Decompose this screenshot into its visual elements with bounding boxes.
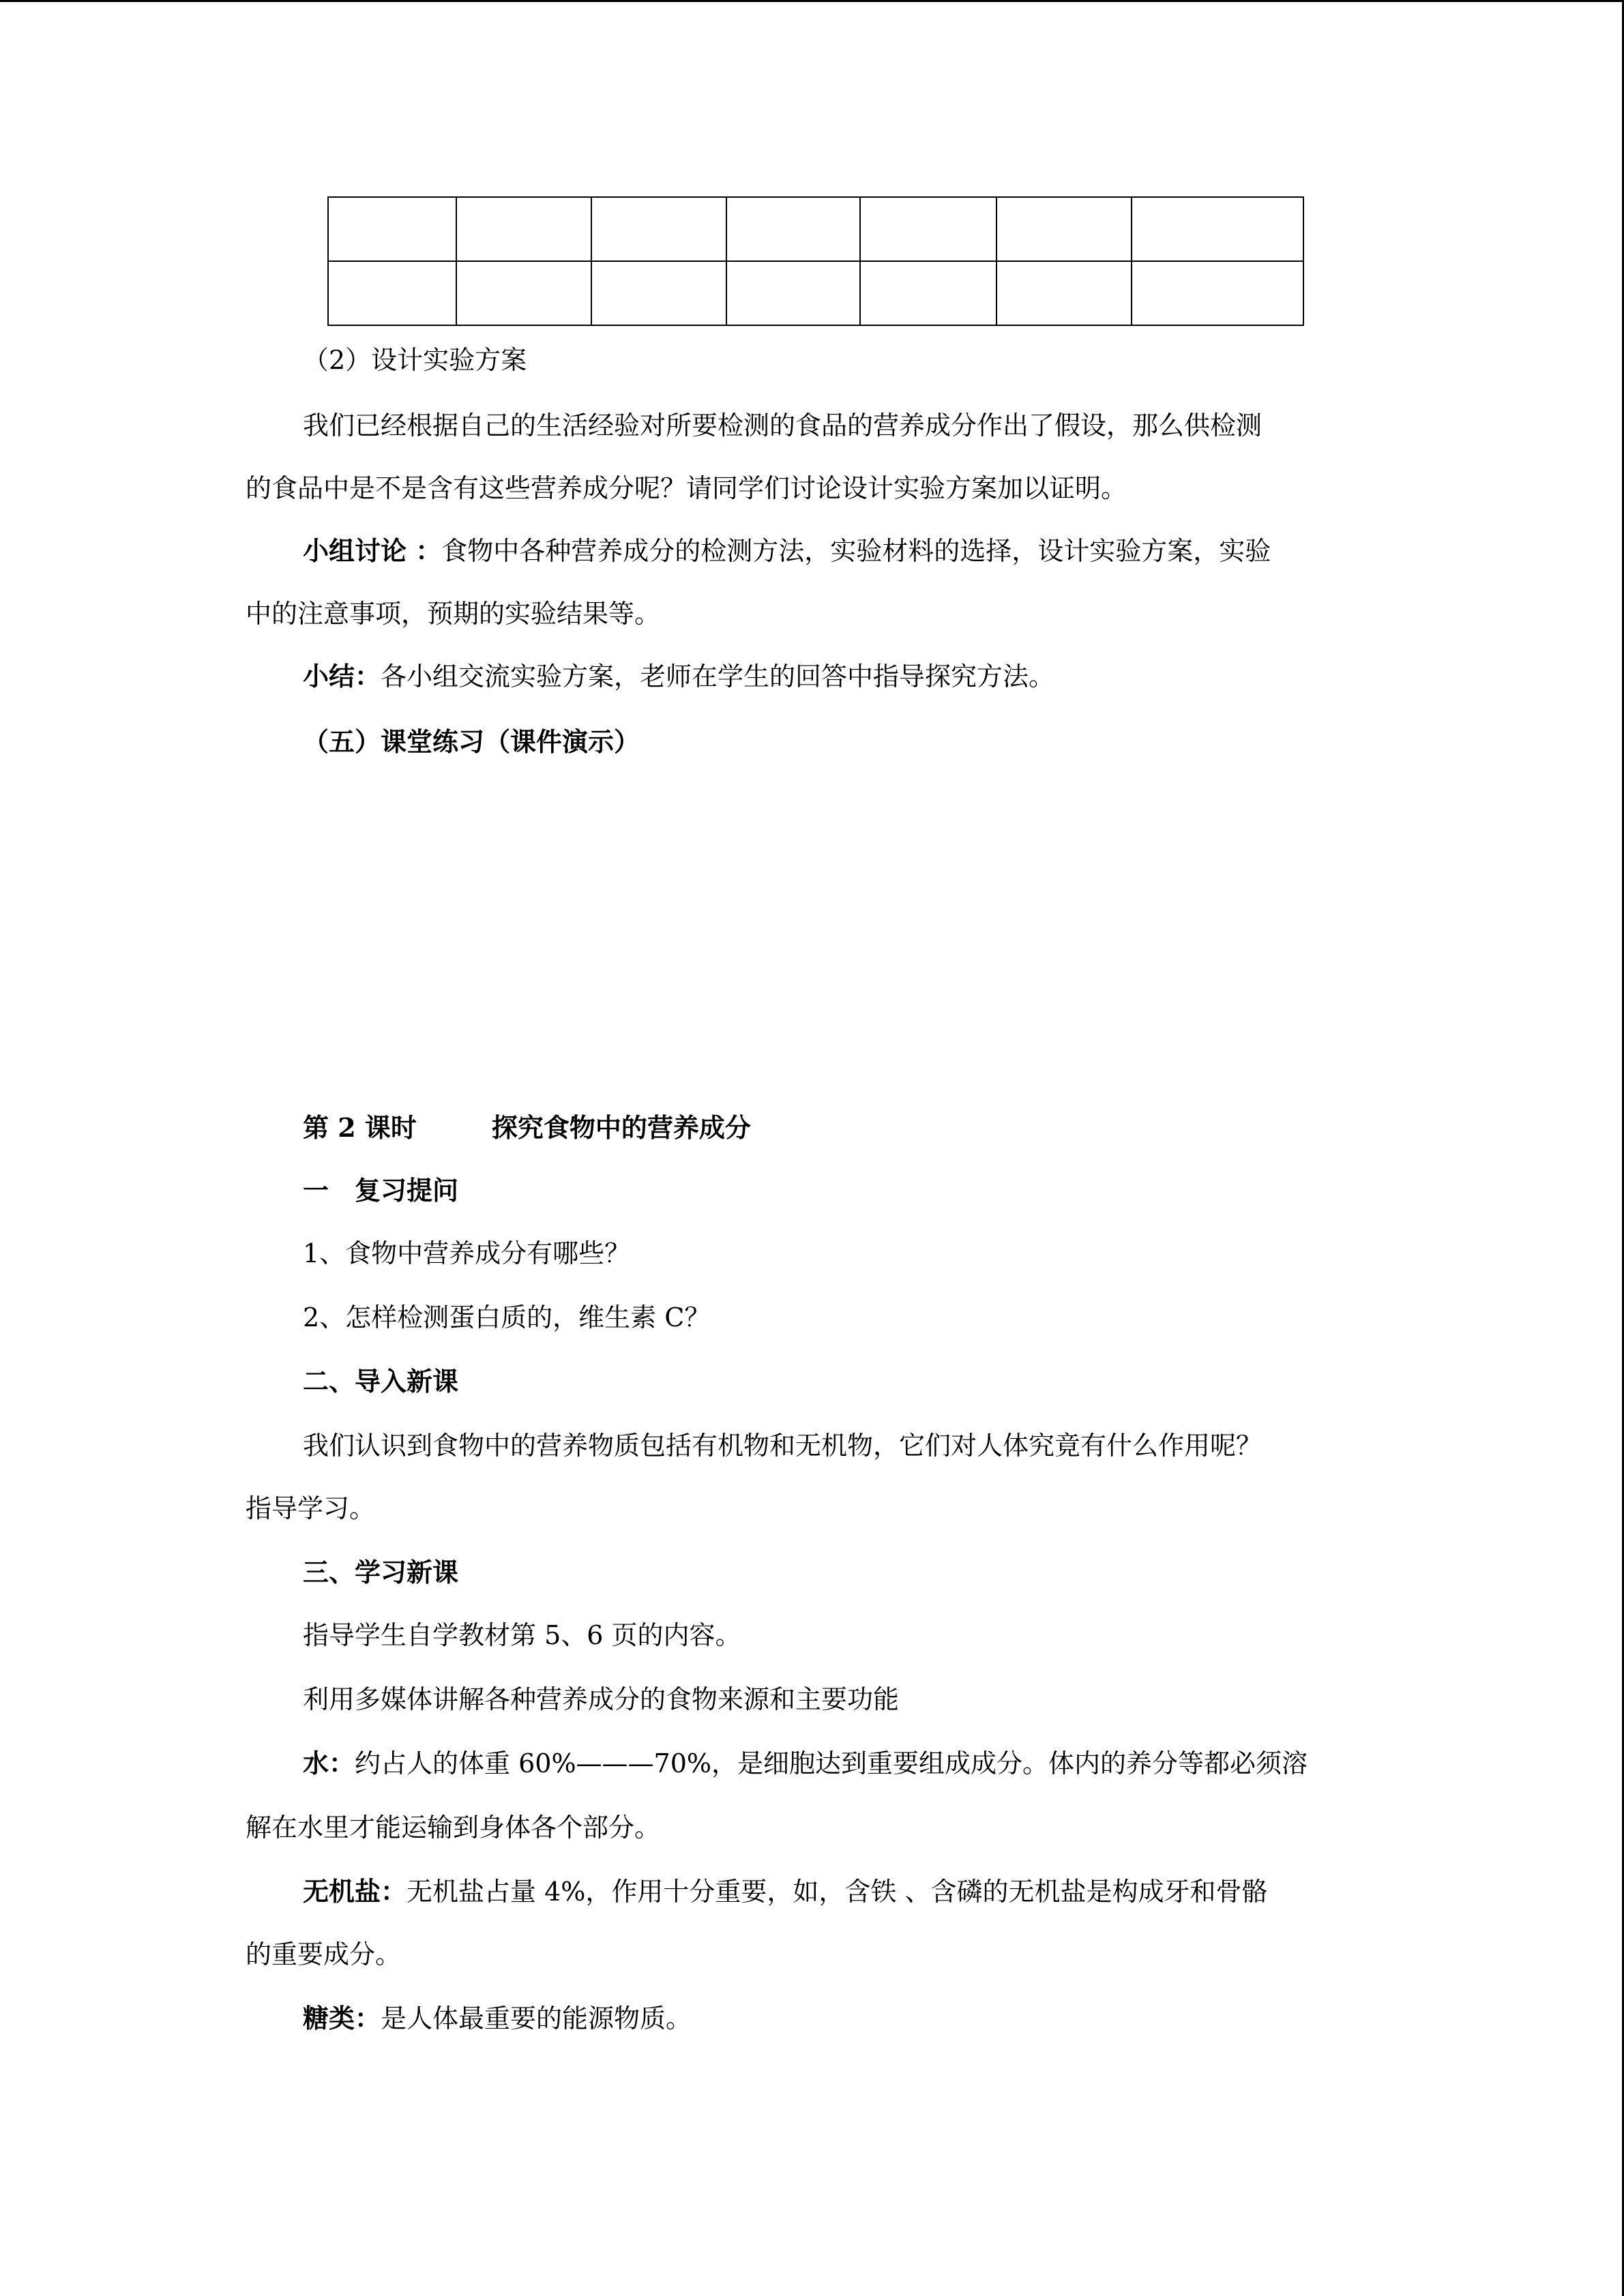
sugar-line	[303, 2002, 1462, 2035]
lesson2-heading	[303, 1112, 1462, 1144]
water-label: 水：	[303, 1748, 355, 1778]
review-heading: 一 复习提问	[303, 1175, 459, 1206]
water-line2: 解在水里才能运输到身体各个部分。	[246, 1813, 661, 1843]
table-cell	[726, 261, 860, 325]
review-question-1: 1、食物中营养成分有哪些？	[303, 1238, 631, 1268]
summary-text: 各小组交流实验方案，老师在学生的回答中指导探究方法。	[381, 661, 1055, 691]
table-cell	[996, 197, 1132, 261]
table-cell	[996, 261, 1132, 325]
page-top-border	[0, 0, 1624, 2]
group-discussion-line1	[303, 535, 1462, 567]
table-row	[328, 261, 1303, 325]
table-cell	[591, 197, 726, 261]
summary-label: 小结：	[303, 661, 381, 691]
lesson-period: 第 2 课时	[303, 1112, 417, 1143]
summary-line	[303, 660, 1462, 693]
group-discussion-label: 小组讨论 ：	[303, 535, 442, 566]
sugar-text: 是人体最重要的能源物质。	[381, 2003, 692, 2033]
table-cell	[1132, 261, 1303, 325]
blank-table	[327, 196, 1304, 326]
paragraph-hypothesis-line1: 我们已经根据自己的生活经验对所要检测的食品的营养成分作出了假设，那么供检测	[303, 411, 1263, 441]
table-row	[328, 197, 1303, 261]
water-text: 约占人的体重 60%———70%，是细胞达到重要组成成分。体内的养分等都必须溶	[355, 1748, 1308, 1778]
table-cell	[1132, 197, 1303, 261]
sugar-label: 糖类：	[303, 2003, 381, 2033]
table-cell	[726, 197, 860, 261]
table-cell	[456, 197, 591, 261]
water-line1	[303, 1747, 1462, 1780]
mineral-line2: 的重要成分。	[246, 1939, 402, 1969]
table-cell	[591, 261, 726, 325]
table-cell	[860, 261, 996, 325]
mineral-text: 无机盐占量 4%，作用十分重要，如，含铁 、含磷的无机盐是构成牙和骨骼	[407, 1877, 1268, 1907]
mineral-label: 无机盐：	[303, 1876, 407, 1907]
group-discussion-line2: 中的注意事项，预期的实验结果等。	[246, 599, 661, 629]
table-cell	[456, 261, 591, 325]
table-cell	[328, 261, 456, 325]
new-lesson-line2: 利用多媒体讲解各种营养成分的食物来源和主要功能	[303, 1684, 900, 1714]
new-lesson-line1: 指导学生自学教材第 5、6 页的内容。	[303, 1620, 741, 1650]
paragraph-hypothesis-line2: 的食品中是不是含有这些营养成分呢？请同学们讨论设计实验方案加以证明。	[246, 473, 1127, 503]
intro-heading: 二、导入新课	[303, 1366, 459, 1397]
intro-line1: 我们认识到食物中的营养物质包括有机物和无机物，它们对人体究竟有什么作用呢？	[303, 1431, 1263, 1461]
review-question-2: 2、怎样检测蛋白质的，维生素 C？	[303, 1302, 711, 1332]
table-cell	[860, 197, 996, 261]
experiment-design-heading: （2）设计实验方案	[303, 345, 527, 375]
lesson-title: 探究食物中的营养成分	[491, 1112, 751, 1143]
group-discussion-text: 食物中各种营养成分的检测方法，实验材料的选择，设计实验方案，实验	[441, 536, 1271, 566]
new-lesson-heading: 三、学习新课	[303, 1557, 459, 1587]
mineral-line1	[303, 1875, 1462, 1908]
intro-line2: 指导学习。	[246, 1493, 376, 1523]
classroom-practice-heading: （五）课堂练习（课件演示）	[303, 726, 640, 757]
table-cell	[328, 197, 456, 261]
